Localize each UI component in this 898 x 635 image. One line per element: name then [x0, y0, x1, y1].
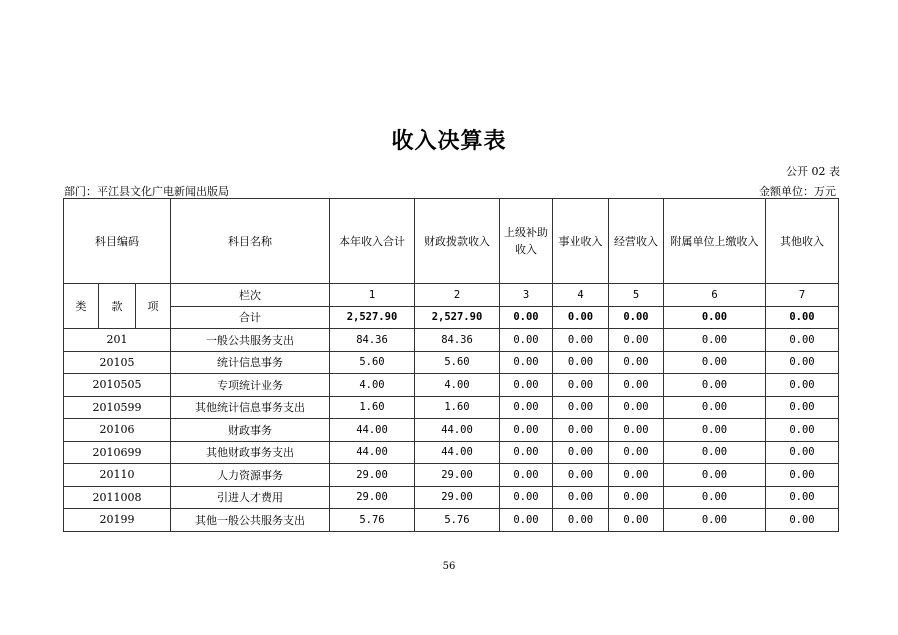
row-value: 0.00 — [664, 351, 766, 374]
row-value: 5.76 — [415, 509, 500, 532]
table-row — [64, 441, 839, 464]
total-value: 2,527.90 — [330, 306, 415, 329]
header-total: 本年收入合计 — [330, 199, 415, 284]
row-value: 4.00 — [415, 374, 500, 397]
row-value: 0.00 — [664, 419, 766, 442]
lanci-label: 栏次 — [171, 284, 330, 307]
table-row — [64, 351, 839, 374]
column-number: 5 — [609, 284, 664, 307]
row-value: 0.00 — [553, 396, 609, 419]
table-row — [64, 396, 839, 419]
row-value: 0.00 — [609, 374, 664, 397]
row-code: 2010699 — [64, 441, 171, 464]
row-value: 0.00 — [609, 396, 664, 419]
row-value: 0.00 — [500, 464, 553, 487]
column-number-row — [64, 284, 839, 307]
row-value: 0.00 — [766, 509, 839, 532]
row-name: 其他一般公共服务支出 — [171, 509, 330, 532]
row-name: 专项统计业务 — [171, 374, 330, 397]
row-code: 2010505 — [64, 374, 171, 397]
table-row — [64, 374, 839, 397]
row-name: 其他财政事务支出 — [171, 441, 330, 464]
total-label: 合计 — [171, 306, 330, 329]
header-name: 科目名称 — [171, 199, 330, 284]
row-value: 84.36 — [415, 329, 500, 352]
row-value: 0.00 — [553, 374, 609, 397]
row-value: 0.00 — [766, 486, 839, 509]
row-value: 0.00 — [500, 509, 553, 532]
row-value: 0.00 — [766, 464, 839, 487]
page-title: 收入决算表 — [391, 129, 507, 154]
row-value: 0.00 — [553, 441, 609, 464]
row-value: 0.00 — [609, 329, 664, 352]
row-value: 0.00 — [609, 464, 664, 487]
row-value: 0.00 — [664, 329, 766, 352]
row-name: 一般公共服务支出 — [171, 329, 330, 352]
total-value: 0.00 — [609, 306, 664, 329]
subheader-item: 款 — [99, 284, 136, 329]
row-value: 44.00 — [330, 419, 415, 442]
header-code: 科目编码 — [64, 199, 171, 284]
row-value: 5.76 — [330, 509, 415, 532]
row-value: 0.00 — [553, 419, 609, 442]
row-value: 0.00 — [553, 464, 609, 487]
row-code: 20110 — [64, 464, 171, 487]
row-name: 其他统计信息事务支出 — [171, 396, 330, 419]
column-number: 7 — [766, 284, 839, 307]
row-value: 0.00 — [766, 374, 839, 397]
row-value: 84.36 — [330, 329, 415, 352]
row-value: 0.00 — [609, 419, 664, 442]
row-value: 0.00 — [609, 509, 664, 532]
form-number: 公开 02 表 — [786, 165, 840, 178]
row-value: 29.00 — [415, 464, 500, 487]
row-value: 1.60 — [415, 396, 500, 419]
page-number: 56 — [442, 561, 456, 572]
total-row — [64, 306, 839, 329]
row-value: 0.00 — [766, 329, 839, 352]
row-name: 人力资源事务 — [171, 464, 330, 487]
row-value: 29.00 — [330, 464, 415, 487]
table-row — [64, 509, 839, 532]
row-value: 5.60 — [330, 351, 415, 374]
header-fiscal: 财政拨款收入 — [415, 199, 500, 284]
header-subsidy: 上级补助收入 — [500, 199, 553, 284]
row-value: 0.00 — [664, 396, 766, 419]
table-row — [64, 419, 839, 442]
row-value: 0.00 — [500, 374, 553, 397]
column-number: 6 — [664, 284, 766, 307]
row-value: 0.00 — [500, 419, 553, 442]
row-value: 0.00 — [609, 351, 664, 374]
row-value: 0.00 — [664, 486, 766, 509]
table-row — [64, 464, 839, 487]
row-value: 4.00 — [330, 374, 415, 397]
row-value: 0.00 — [766, 419, 839, 442]
header-row — [64, 199, 839, 284]
row-value: 0.00 — [766, 351, 839, 374]
row-value: 0.00 — [553, 351, 609, 374]
row-value: 0.00 — [500, 441, 553, 464]
row-value: 0.00 — [664, 509, 766, 532]
row-value: 0.00 — [609, 441, 664, 464]
row-value: 44.00 — [415, 419, 500, 442]
row-value: 0.00 — [553, 509, 609, 532]
row-code: 2011008 — [64, 486, 171, 509]
row-value: 0.00 — [553, 329, 609, 352]
header-affiliated: 附属单位上缴收入 — [664, 199, 766, 284]
header-business: 事业收入 — [553, 199, 609, 284]
row-value: 0.00 — [766, 441, 839, 464]
total-value: 0.00 — [766, 306, 839, 329]
row-value: 0.00 — [609, 486, 664, 509]
department-label: 部门：平江县文化广电新闻出版局 — [64, 185, 229, 198]
row-value: 0.00 — [500, 329, 553, 352]
income-table — [63, 198, 839, 532]
row-value: 0.00 — [500, 486, 553, 509]
row-code: 20199 — [64, 509, 171, 532]
column-number: 2 — [415, 284, 500, 307]
row-value: 29.00 — [330, 486, 415, 509]
unit-label: 金额单位：万元 — [759, 185, 836, 198]
subheader-class: 类 — [64, 284, 99, 329]
column-number: 4 — [553, 284, 609, 307]
row-value: 0.00 — [664, 374, 766, 397]
row-code: 20106 — [64, 419, 171, 442]
row-value: 0.00 — [500, 351, 553, 374]
row-name: 统计信息事务 — [171, 351, 330, 374]
row-value: 0.00 — [664, 441, 766, 464]
row-value: 5.60 — [415, 351, 500, 374]
row-value: 29.00 — [415, 486, 500, 509]
row-value: 44.00 — [415, 441, 500, 464]
row-value: 0.00 — [553, 486, 609, 509]
row-code: 20105 — [64, 351, 171, 374]
total-value: 0.00 — [664, 306, 766, 329]
header-operating: 经营收入 — [609, 199, 664, 284]
row-value: 44.00 — [330, 441, 415, 464]
row-value: 1.60 — [330, 396, 415, 419]
row-code: 201 — [64, 329, 171, 352]
table-row — [64, 329, 839, 352]
column-number: 1 — [330, 284, 415, 307]
row-value: 0.00 — [664, 464, 766, 487]
header-other: 其他收入 — [766, 199, 839, 284]
row-value: 0.00 — [766, 396, 839, 419]
table-row — [64, 486, 839, 509]
total-value: 0.00 — [500, 306, 553, 329]
row-code: 2010599 — [64, 396, 171, 419]
total-value: 2,527.90 — [415, 306, 500, 329]
row-name: 财政事务 — [171, 419, 330, 442]
subheader-sub: 项 — [136, 284, 171, 329]
row-name: 引进人才费用 — [171, 486, 330, 509]
row-value: 0.00 — [500, 396, 553, 419]
total-value: 0.00 — [553, 306, 609, 329]
column-number: 3 — [500, 284, 553, 307]
